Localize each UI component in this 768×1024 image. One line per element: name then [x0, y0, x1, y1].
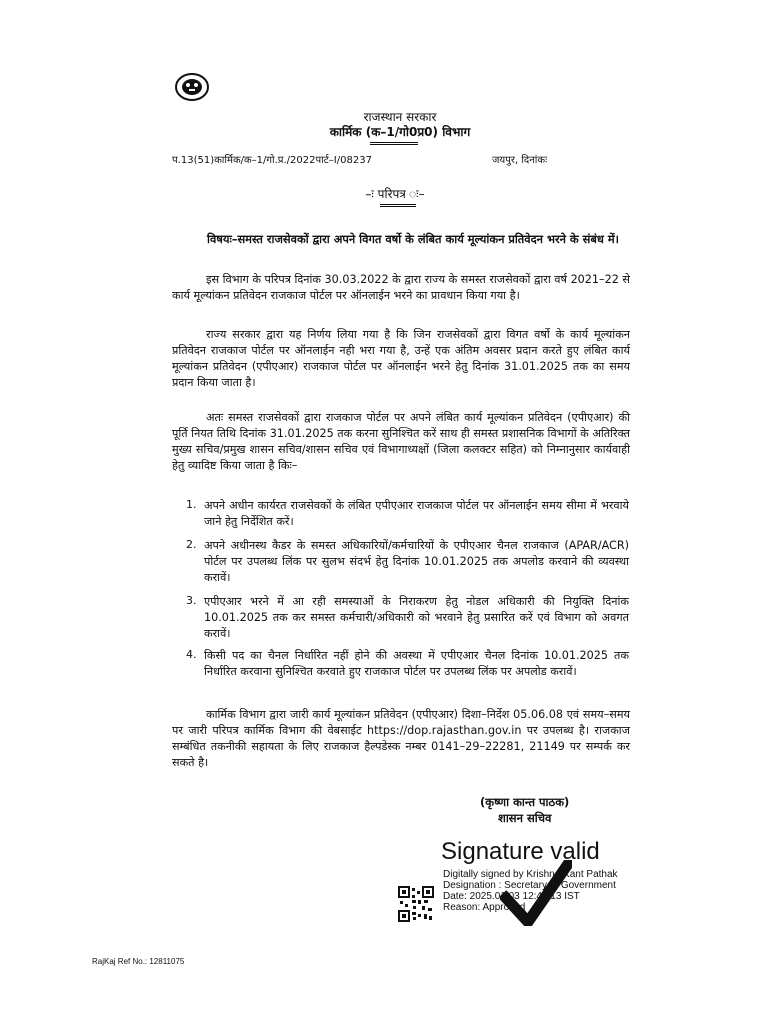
signatory-name: (कृष्णा कान्त पाठक)	[480, 795, 570, 809]
header-underline	[370, 142, 418, 145]
paragraph-2: राज्य सरकार द्वारा यह निर्णय लिया गया है कि जिन राजसेवकों द्वारा विगत वर्षो के कार्य मूल्यांकन प्रतिवेदन राजकाज पोर्टल पर ऑनलाईन नही भरा गया है, उन्हें एक अंतिम अवसर प्रदान करते हुए लंबित कार्य मूल्यांकन प्रतिवेदन (एपीएआर) राजकाज पोर्टल पर ऑनलाईन भरने हेतु दिनांक 31.01.2025 तक का समय प्रदान किया जाता है।	[172, 328, 630, 389]
reference-number: प.13(51)कार्मिक/क–1/गो.प्र./2022पार्ट–I/08237	[172, 155, 372, 166]
list-item-number: 2.	[186, 538, 197, 551]
list-item-4: किसी पद का चैनल निर्धारित नहीं होने की अवस्था में एपीएआर चैनल दिनांक 10.01.2025 तक निर्धारित करवाना सुनिश्चित करवाते हुए राजकाज पोर्टल पर उपलब्ध लिंक पर अपलोड करावें।	[204, 649, 629, 678]
rajkaj-reference: RajKaj Ref No.: 12811075	[92, 957, 185, 966]
qr-code-icon	[398, 886, 434, 922]
place-date: जयपुर, दिनांकः	[492, 155, 548, 166]
paragraph-3: अतः समस्त राजसेवकों द्वारा राजकाज पोर्टल पर अपने लंबित कार्य मूल्यांकन प्रतिवेदन (एपीएआर) की पूर्ति नियत तिथि दिनांक 31.01.2025 तक करना सुनिश्चित करें साथ ही समस्त प्रशासनिक विभागों के अतिरिक्त मुख्य सचिव/प्रमुख शासन सचिव/शासन सचिव एवं विभागाध्यक्षों (जिला कलक्टर सहित) को निम्नानुसार कार्यवाही हेतु व्यादिष्ट किया जाता है किः–	[172, 411, 630, 472]
government-name: राजस्थान सरकार	[363, 110, 437, 124]
signature-designation: Designation : Secretary to Government	[443, 880, 616, 891]
department-name: कार्मिक (क–1/गो0प्र0) विभाग	[329, 125, 471, 139]
subject: विषयः–समस्त राजसेवकों द्वारा अपने विगत वर्षो के लंबित कार्य मूल्यांकन प्रतिवेदन भरने के संबंध में।	[207, 232, 619, 246]
list-item-number: 3.	[186, 594, 197, 607]
paragraph-1: इस विभाग के परिपत्र दिनांक 30.03.2022 के द्वारा राज्य के समस्त राजसेवकों द्वारा वर्ष 2021–22 से कार्य मूल्यांकन प्रतिवेदन राजकाज पोर्टल पर ऑनलाईन भरने का प्रावधान किया गया है।	[172, 273, 630, 302]
closing-paragraph: कार्मिक विभाग द्वारा जारी कार्य मूल्यांकन प्रतिवेदन (एपीएआर) दिशा–निर्देश 05.06.08 एवं समय–समय पर जारी परिपत्र कार्मिक विभाग की वेबसाईट https://dop.rajasthan.gov.in पर उपलब्ध है। राजकाज सम्बंधित तकनीकी सहायता के लिए राजकाज हैल्पडेस्क नम्बर 0141–29–22281, 21149 पर सम्पर्क कर सकते है।	[172, 708, 630, 769]
signature-signed-by: Digitally signed by Krishna Kant Pathak	[443, 869, 618, 880]
list-item-3: एपीएआर भरने में आ रही समस्याओं के निराकरण हेतु नोडल अधिकारी की नियुक्ति दिनांक 10.01.2025 तक कर समस्त कर्मचारी/अधिकारी को भरवाने हेतु प्रसारित करें एवं विभाग को अवगत करावें।	[204, 595, 629, 640]
list-item-number: 1.	[186, 498, 197, 511]
list-item-number: 4.	[186, 648, 197, 661]
check-mark-icon	[500, 860, 572, 926]
signature-valid-title: Signature valid	[441, 838, 600, 865]
list-item-1: अपने अधीन कार्यरत राजसेवकों के लंबित एपीएआर राजकाज पोर्टल पर ऑनलाईन समय सीमा में भरवाये जाने हेतु निर्देशित करें।	[204, 499, 629, 528]
signatory-designation: शासन सचिव	[498, 811, 552, 825]
signature-date: Date: 2025.01.03 12:44:13 IST	[443, 891, 580, 902]
circular-title: –ः परिपत्र ः–	[365, 187, 425, 201]
government-emblem-icon	[174, 72, 210, 102]
signature-reason: Reason: Approved	[443, 902, 526, 913]
list-item-2: अपने अधीनस्थ कैडर के समस्त अधिकारियों/कर्मचारियों के एपीएआर चैनल राजकाज (APAR/ACR) पोर्टल पर उपलब्ध लिंक पर सुलभ संदर्भ हेतु दिनांक 10.01.2025 तक अपलोड करवाने की व्यवस्था करावें।	[204, 539, 629, 584]
title-underline	[380, 204, 416, 207]
